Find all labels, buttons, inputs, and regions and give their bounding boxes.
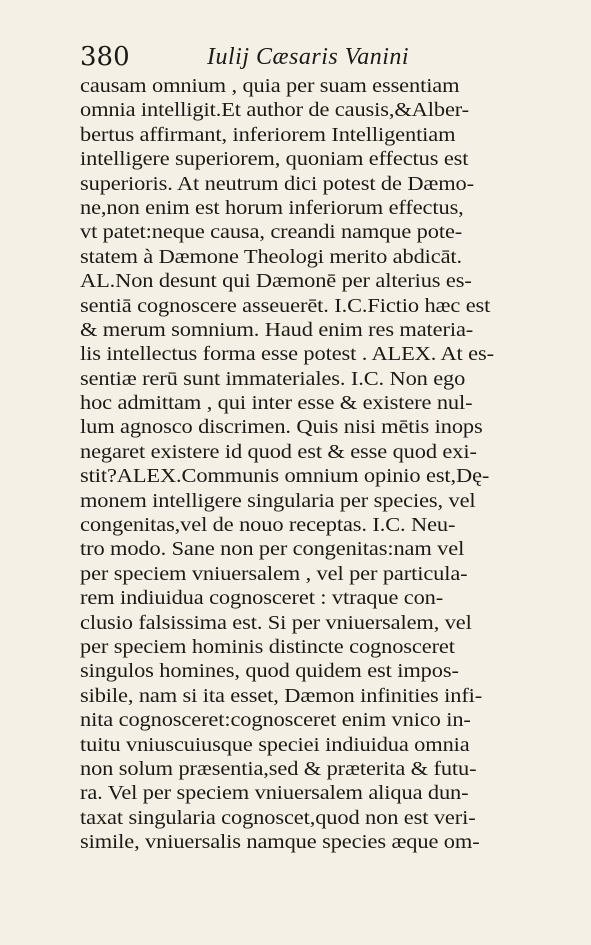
- text-line: vt patet:neque causa, creandi namque pote-: [80, 221, 463, 244]
- running-title: Iulij Cæsaris Vanini: [207, 44, 410, 70]
- text-line: clusio falsissima est. Si per vniuersalem, vel: [80, 611, 472, 634]
- text-line: per speciem hominis distincte cognosceret: [80, 635, 455, 658]
- text-line: lis intellectus forma esse potest . ALEX. At es-: [80, 343, 494, 366]
- text-line: omnia intelligit.Et author de causis,&Alber-: [80, 99, 470, 122]
- text-line: negaret existere id quod est & esse quod exi-: [80, 440, 477, 463]
- text-line: rem indiuidua cognosceret : vtraque con-: [80, 587, 444, 610]
- text-line: per speciem vniuersalem , vel per particula-: [80, 562, 468, 585]
- text-line: lum agnosco discrimen. Quis nisi mētis inops: [80, 416, 483, 439]
- body-text: [80, 74, 520, 855]
- text-line: stit?ALEX.Communis omnium opinio est,Dę-: [80, 465, 490, 488]
- text-line: nita cognosceret:cognosceret enim vnico in-: [80, 709, 471, 732]
- text-line: AL.Non desunt qui Dæmonē per alterius es-: [80, 270, 472, 293]
- text-line: ra. Vel per speciem vniuersalem aliqua dun-: [80, 782, 469, 805]
- text-line: statem à Dæmone Theologi merito abdicāt.: [80, 245, 463, 268]
- text-line: taxat singularia cognoscet,quod non est veri-: [80, 806, 476, 829]
- text-line: monem intelligere singularia per species, vel: [80, 489, 476, 512]
- text-line: tro modo. Sane non per congenitas:nam vel: [80, 538, 465, 561]
- text-line: superioris. At neutrum dici potest de Dæmo-: [80, 172, 474, 195]
- text-line: tuitu vniuscuiusque speciei indiuidua omnia: [80, 733, 470, 756]
- text-line: bertus affirmant, inferiorem Intelligentiam: [80, 123, 456, 146]
- text-line: non solum præsentia,sed & præterita & futu-: [80, 757, 477, 780]
- text-line: hoc admittam , qui inter esse & existere nul-: [80, 392, 473, 415]
- text-line: & merum somnium. Haud enim res materia-: [80, 318, 474, 341]
- text-line: congenitas,vel de nouo receptas. I.C. Neu-: [80, 514, 456, 537]
- text-line: singulos homines, quod quidem est impos-: [80, 660, 459, 683]
- page-number: 380: [80, 42, 130, 72]
- text-line: ne,non enim est horum inferiorum effectus,: [80, 196, 464, 219]
- text-line: intelligere superiorem, quoniam effectus est: [80, 148, 469, 171]
- text-line: sentiæ rerū sunt immateriales. I.C. Non ego: [80, 367, 466, 390]
- page-header: [80, 40, 520, 74]
- text-line: causam omnium , quia per suam essentiam: [80, 75, 460, 97]
- text-line: sentiā cognoscere asseuerēt. I.C.Fictio hæc est: [80, 294, 491, 317]
- text-line: sibile, nam si ita esset, Dæmon infinities infi-: [80, 684, 483, 707]
- text-line: simile, vniuersalis namque species æque om-: [80, 831, 480, 854]
